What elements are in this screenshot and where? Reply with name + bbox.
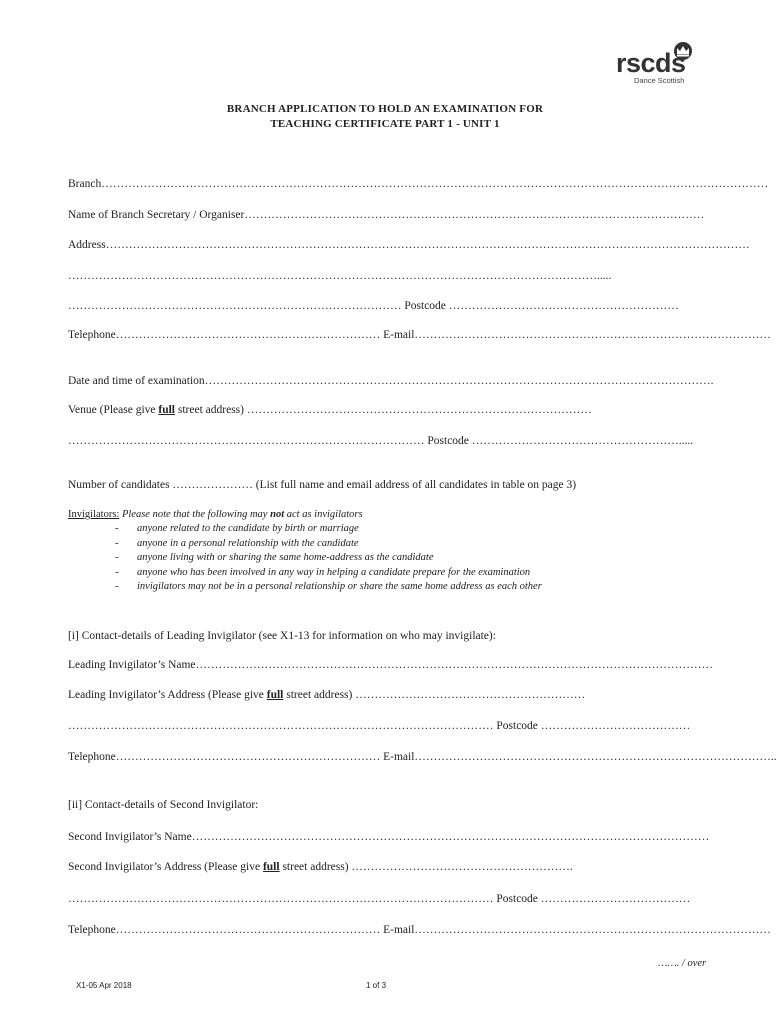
telephone-email-field[interactable]: Telephone…………………………………………………………… E-mail………………………………………………………………………………… — [68, 329, 771, 341]
page-title-line2: TEACHING CERTIFICATE PART 1 - UNIT 1 — [270, 118, 500, 130]
second-address-label: Second Invigilator’s Address (Please give — [68, 861, 263, 873]
second-full-emphasis: full — [262, 861, 280, 873]
second-name-field[interactable]: Second Invigilator’s Name……………………………………………………………………………………………………………………… — [68, 831, 710, 843]
second-telephone-email-field[interactable]: Telephone…………………………………………………………… E-mail………………………………………………………………………………… — [68, 924, 771, 936]
list-item: anyone living with or sharing the same home-address as the candidate — [137, 552, 434, 563]
list-bullet: - — [115, 581, 119, 592]
date-time-field[interactable]: Date and time of examination……………………………………………………………………………………………………………………. — [68, 375, 714, 387]
logo-subtext: Dance Scottish — [634, 76, 685, 85]
second-address-dots: street address) …………………………………………………. — [279, 861, 573, 873]
secretary-field[interactable]: Name of Branch Secretary / Organiser………………………………………………………………………………………………………… — [68, 209, 705, 221]
venue-postcode-field[interactable]: ………………………………………………………………………………… Postcode ………………………………………………..... — [68, 435, 694, 447]
second-address-field[interactable] — [68, 861, 573, 873]
logo-text: rscds — [616, 48, 686, 78]
page-title-line1: BRANCH APPLICATION TO HOLD AN EXAMINATION FOR — [226, 103, 544, 115]
second-postcode-field[interactable]: ………………………………………………………………………………………………… Postcode ………………………………… — [68, 893, 691, 905]
leading-heading: [i] Contact-details of Leading Invigilator (see X1-13 for information on who may invigilate): — [68, 630, 496, 642]
list-item: anyone in a personal relationship with the candidate — [137, 538, 359, 549]
leading-postcode-field[interactable]: ………………………………………………………………………………………………… Postcode ………………………………… — [68, 720, 691, 732]
list-item: anyone related to the candidate by birth or marriage — [137, 523, 359, 534]
invigilators-note-not: not — [270, 509, 285, 520]
address-postcode-field[interactable]: …………………………………………………………………………… Postcode …………………………………………………… — [68, 300, 679, 312]
venue-full-emphasis: full — [158, 404, 175, 416]
venue-label: Venue (Please give — [68, 404, 159, 416]
invigilators-label: Invigilators: — [68, 509, 120, 520]
leading-address-label: Leading Invigilator’s Address (Please give — [68, 689, 267, 701]
leading-full-emphasis: full — [266, 689, 284, 701]
list-bullet: - — [115, 538, 119, 549]
address-field[interactable]: Address…………………………………………………………………………………………………………………………………………………… — [68, 239, 750, 251]
leading-address-field[interactable] — [68, 689, 585, 701]
branch-field[interactable]: Branch………………………………………………………………………………………………………………………………………………………… — [68, 178, 769, 190]
list-bullet: - — [115, 567, 119, 578]
leading-name-field[interactable]: Leading Invigilator’s Name……………………………………………………………………………………………………………………… — [68, 659, 714, 671]
candidates-field[interactable]: Number of candidates ………………… (List full name and email address of all candidates in table on page 3) — [68, 479, 577, 491]
list-bullet: - — [115, 552, 119, 563]
footer-page-number: 1 of 3 — [366, 981, 387, 990]
leading-telephone-email-field[interactable]: Telephone…………………………………………………………… E-mail………………………………………………………………………………….. — [68, 751, 777, 763]
list-bullet: - — [115, 523, 119, 534]
leading-address-dots: street address) …………………………………………………… — [283, 689, 586, 701]
address-line2-field[interactable]: …………………………………………………………………………………………………………………………..... — [68, 270, 612, 282]
rscds-logo — [616, 40, 696, 86]
second-heading: [ii] Contact-details of Second Invigilator: — [68, 799, 259, 811]
venue-field[interactable] — [68, 404, 592, 416]
venue-dots: street address) ……………………………………………………………………………… — [175, 404, 592, 416]
invigilators-note — [68, 509, 363, 520]
footer-reference: X1-05 Apr 2018 — [76, 981, 132, 990]
list-item: invigilators may not be in a personal relationship or share the same home address as each other — [137, 581, 542, 592]
invigilators-note-post: act as invigilators — [284, 509, 363, 520]
page-over-note: ……. / over — [658, 958, 707, 969]
list-item: anyone who has been involved in any way in helping a candidate prepare for the examination — [137, 567, 531, 578]
invigilators-note-pre: Please note that the following may — [119, 509, 271, 520]
